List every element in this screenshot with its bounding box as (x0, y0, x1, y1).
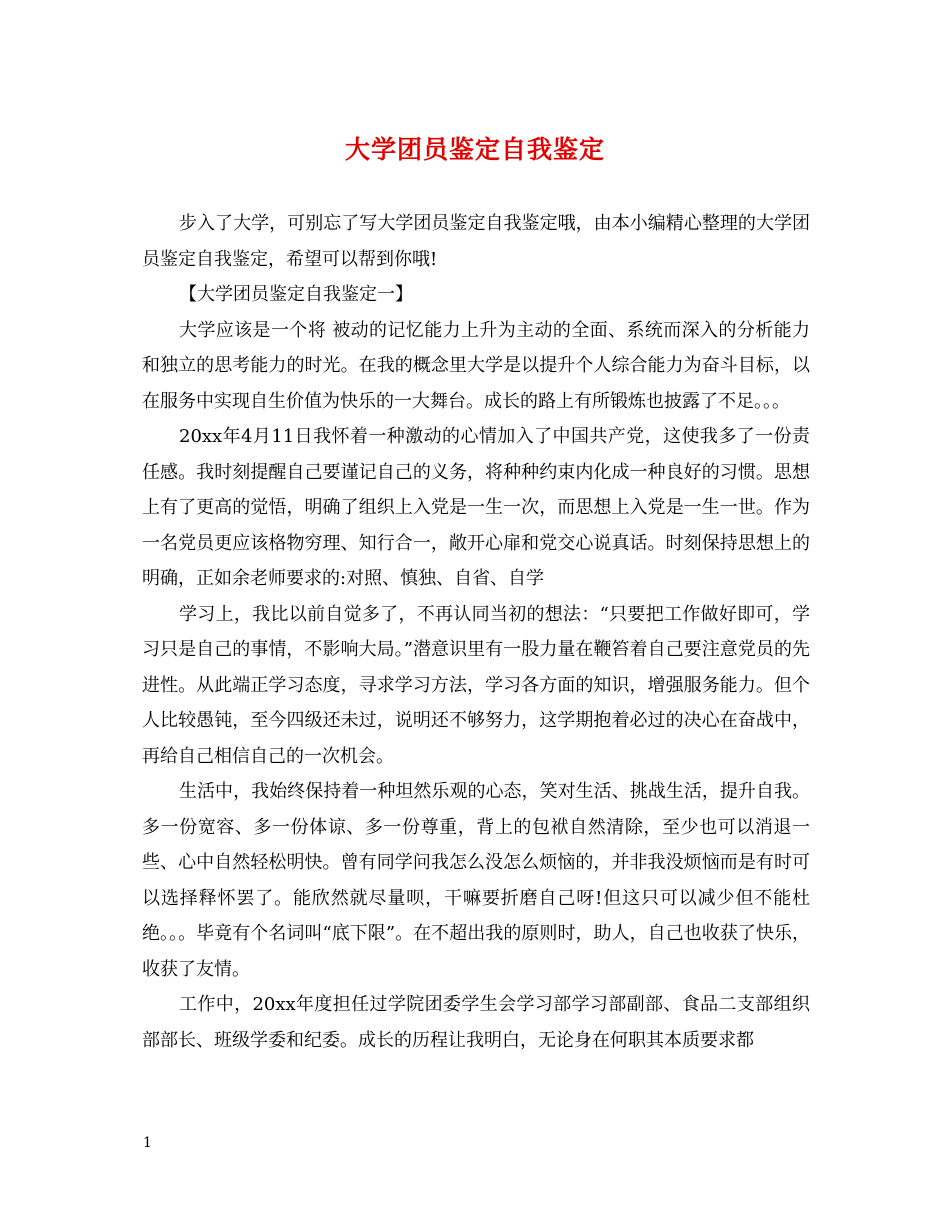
paragraph: 20xx年4月11日我怀着一种激动的心情加入了中国共产党，这使我多了一份责任感。我时刻提醒自己要谨记自己的义务，将种种约束内化成一种良好的习惯。思想上有了更高的觉悟，明确了组织上入党是一生一次，而思想上入党是一生一世。作为一名党员更应该格物穷理、知行合一，敞开心扉和党交心说真话。时刻保持思想上的明确，正如余老师要求的:对照、慎独、自省、自学 (142, 426, 810, 589)
paragraph-intro: 步入了大学，可别忘了写大学团员鉴定自我鉴定哦，由本小编精心整理的大学团员鉴定自我鉴定，希望可以帮到你哦! (142, 213, 810, 270)
document-title: 大学团员鉴定自我鉴定 (344, 135, 605, 164)
paragraph: 工作中，20xx年度担任过学院团委学生会学习部学习部副部、食品二支部组织部部长、班级学委和纪委。成长的历程让我明白，无论身在何职其本质要求都 (142, 994, 810, 1051)
paragraph: 大学应该是一个将 被动的记忆能力上升为主动的全面、系统而深入的分析能力和独立的思考能力的时光。在我的概念里大学是以提升个人综合能力为奋斗目标，以在服务中实现自生价值为快乐的一大舞台。成长的路上有所锻炼也披露了不足。。。 (142, 319, 810, 412)
section-heading: 【大学团员鉴定自我鉴定一】 (179, 284, 413, 305)
paragraph: 学习上，我比以前自觉多了，不再认同当初的想法：“只要把工作做好即可，学习只是自己的事情，不影响大局。”潜意识里有一股力量在鞭笞着自己要注意党员的先进性。从此端正学习态度，寻求学习方法，学习各方面的知识，增强服务能力。但个人比较愚钝，至今四级还未过，说明还不够努力，这学期抱着必过的决心在奋战中，再给自己相信自己的一次机会。 (142, 603, 810, 767)
page-number: 1 (143, 1135, 152, 1151)
paragraph: 生活中，我始终保持着一种坦然乐观的心态，笑对生活、挑战生活，提升自我。多一份宽容、多一份体谅、多一份尊重，背上的包袱自然清除，至少也可以消退一些、心中自然轻松明快。曾有同学问我怎么没怎么烦恼的，并非我没烦恼而是有时可以选择释怀罢了。能欣然就尽量呗，干嘛要折磨自己呀!但这只可以减少但不能杜绝。。。毕竟有个名词叫“底下限”。在不超出我的原则时，助人，自己也收获了快乐，收获了友情。 (142, 781, 810, 980)
document-body (142, 206, 810, 1058)
